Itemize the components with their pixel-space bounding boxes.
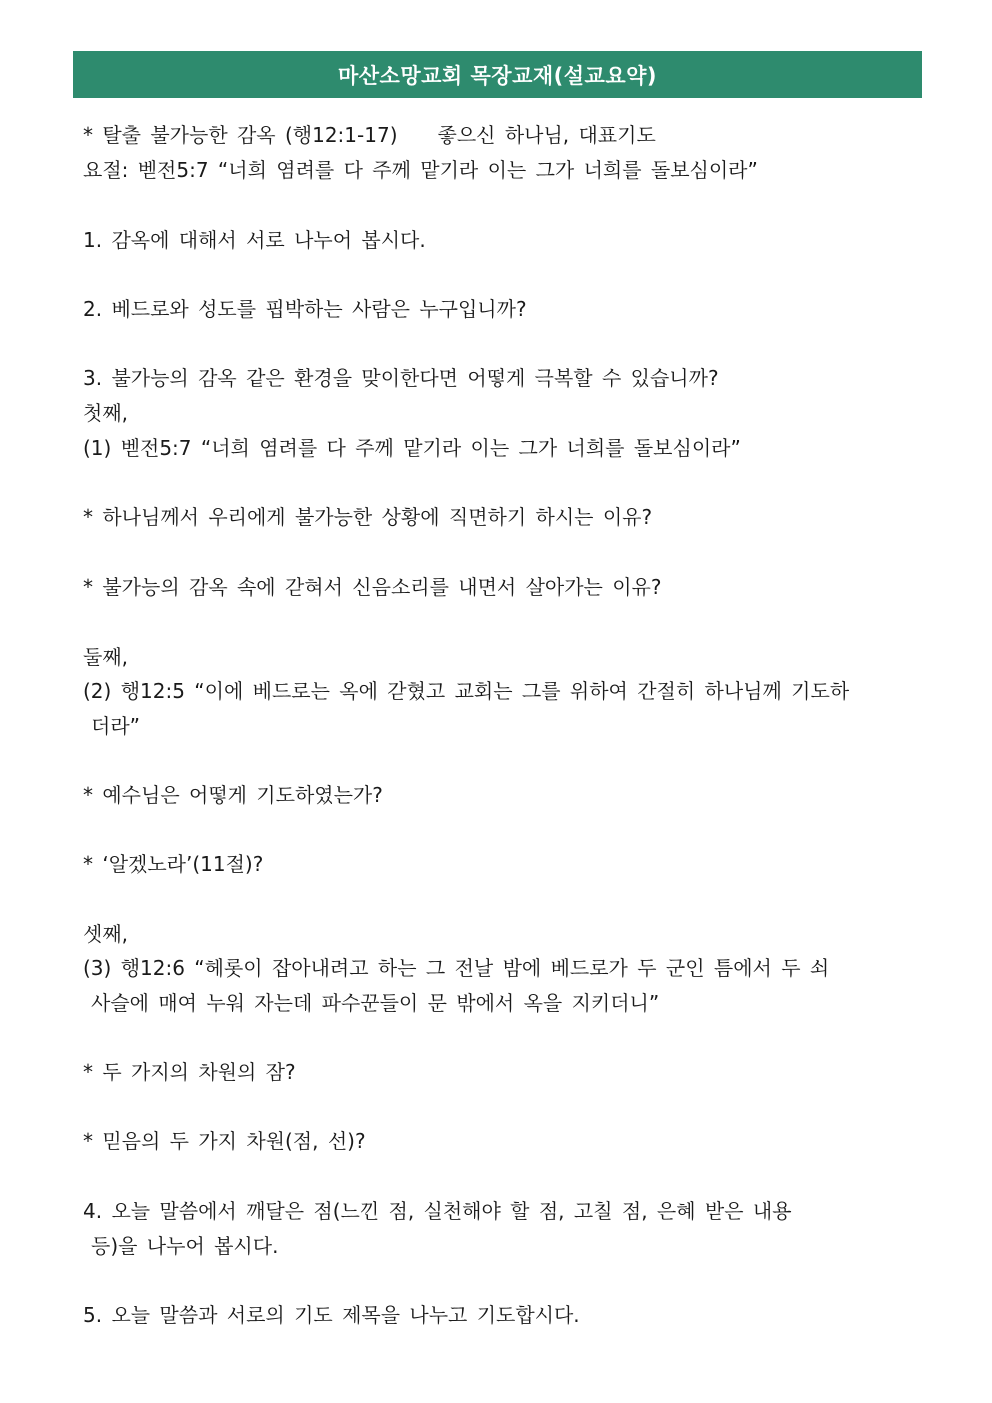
second-point-2: * ‘알겠노라’(11절)?	[83, 852, 264, 876]
third-point-1: * 두 가지의 차원의 잠?	[83, 1060, 296, 1084]
second-verse-line-2: 더라”	[91, 714, 141, 738]
second-heading: 둘째,	[83, 645, 128, 669]
intro-topic: * 탈출 불가능한 감옥 (행12:1-17)	[83, 123, 398, 147]
page-title: 마산소망교회 목장교재(설교요약)	[337, 63, 657, 88]
third-point-2: * 믿음의 두 가지 차원(점, 선)?	[83, 1129, 366, 1153]
third-heading: 셋째,	[83, 922, 128, 946]
first-heading: 첫째,	[83, 401, 128, 425]
question-4-line-1: 4. 오늘 말씀에서 깨달은 점(느낀 점, 실천해야 할 점, 고칠 점, 은혜 받은 내용	[83, 1199, 792, 1223]
first-verse: (1) 벧전5:7 “너희 염려를 다 주께 맡기라 이는 그가 너희를 돌보심이라”	[83, 436, 741, 460]
third-verse-line-2: 사슬에 매여 누워 자는데 파수꾼들이 문 밖에서 옥을 지키더니”	[91, 991, 660, 1015]
question-3: 3. 불가능의 감옥 같은 환경을 맞이한다면 어떻게 극복할 수 있습니까?	[83, 366, 719, 390]
second-verse-line-1: (2) 행12:5 “이에 베드로는 옥에 갇혔고 교회는 그를 위하여 간절히 하나님께 기도하	[83, 679, 850, 703]
question-4-line-2: 등)을 나누어 봅시다.	[91, 1234, 279, 1258]
question-1: 1. 감옥에 대해서 서로 나누어 봅시다.	[83, 228, 426, 252]
question-5: 5. 오늘 말씀과 서로의 기도 제목을 나누고 기도합시다.	[83, 1303, 580, 1327]
first-point-1: * 하나님께서 우리에게 불가능한 상황에 직면하기 하시는 이유?	[83, 505, 653, 529]
first-point-2: * 불가능의 감옥 속에 갇혀서 신음소리를 내면서 살아가는 이유?	[83, 575, 662, 599]
third-verse-line-1: (3) 행12:6 “헤롯이 잡아내려고 하는 그 전날 밤에 베드로가 두 군인 틈에서 두 쇠	[83, 956, 830, 980]
second-point-1: * 예수님은 어떻게 기도하였는가?	[83, 783, 383, 807]
intro-topic-line	[83, 118, 913, 153]
question-2: 2. 베드로와 성도를 핍박하는 사람은 누구입니까?	[83, 297, 527, 321]
header-bar	[73, 51, 922, 98]
intro-opening: 좋으신 하나님, 대표기도	[437, 123, 656, 147]
key-verse: 요절: 벧전5:7 “너희 염려를 다 주께 맡기라 이는 그가 너희를 돌보심이라”	[83, 158, 758, 182]
